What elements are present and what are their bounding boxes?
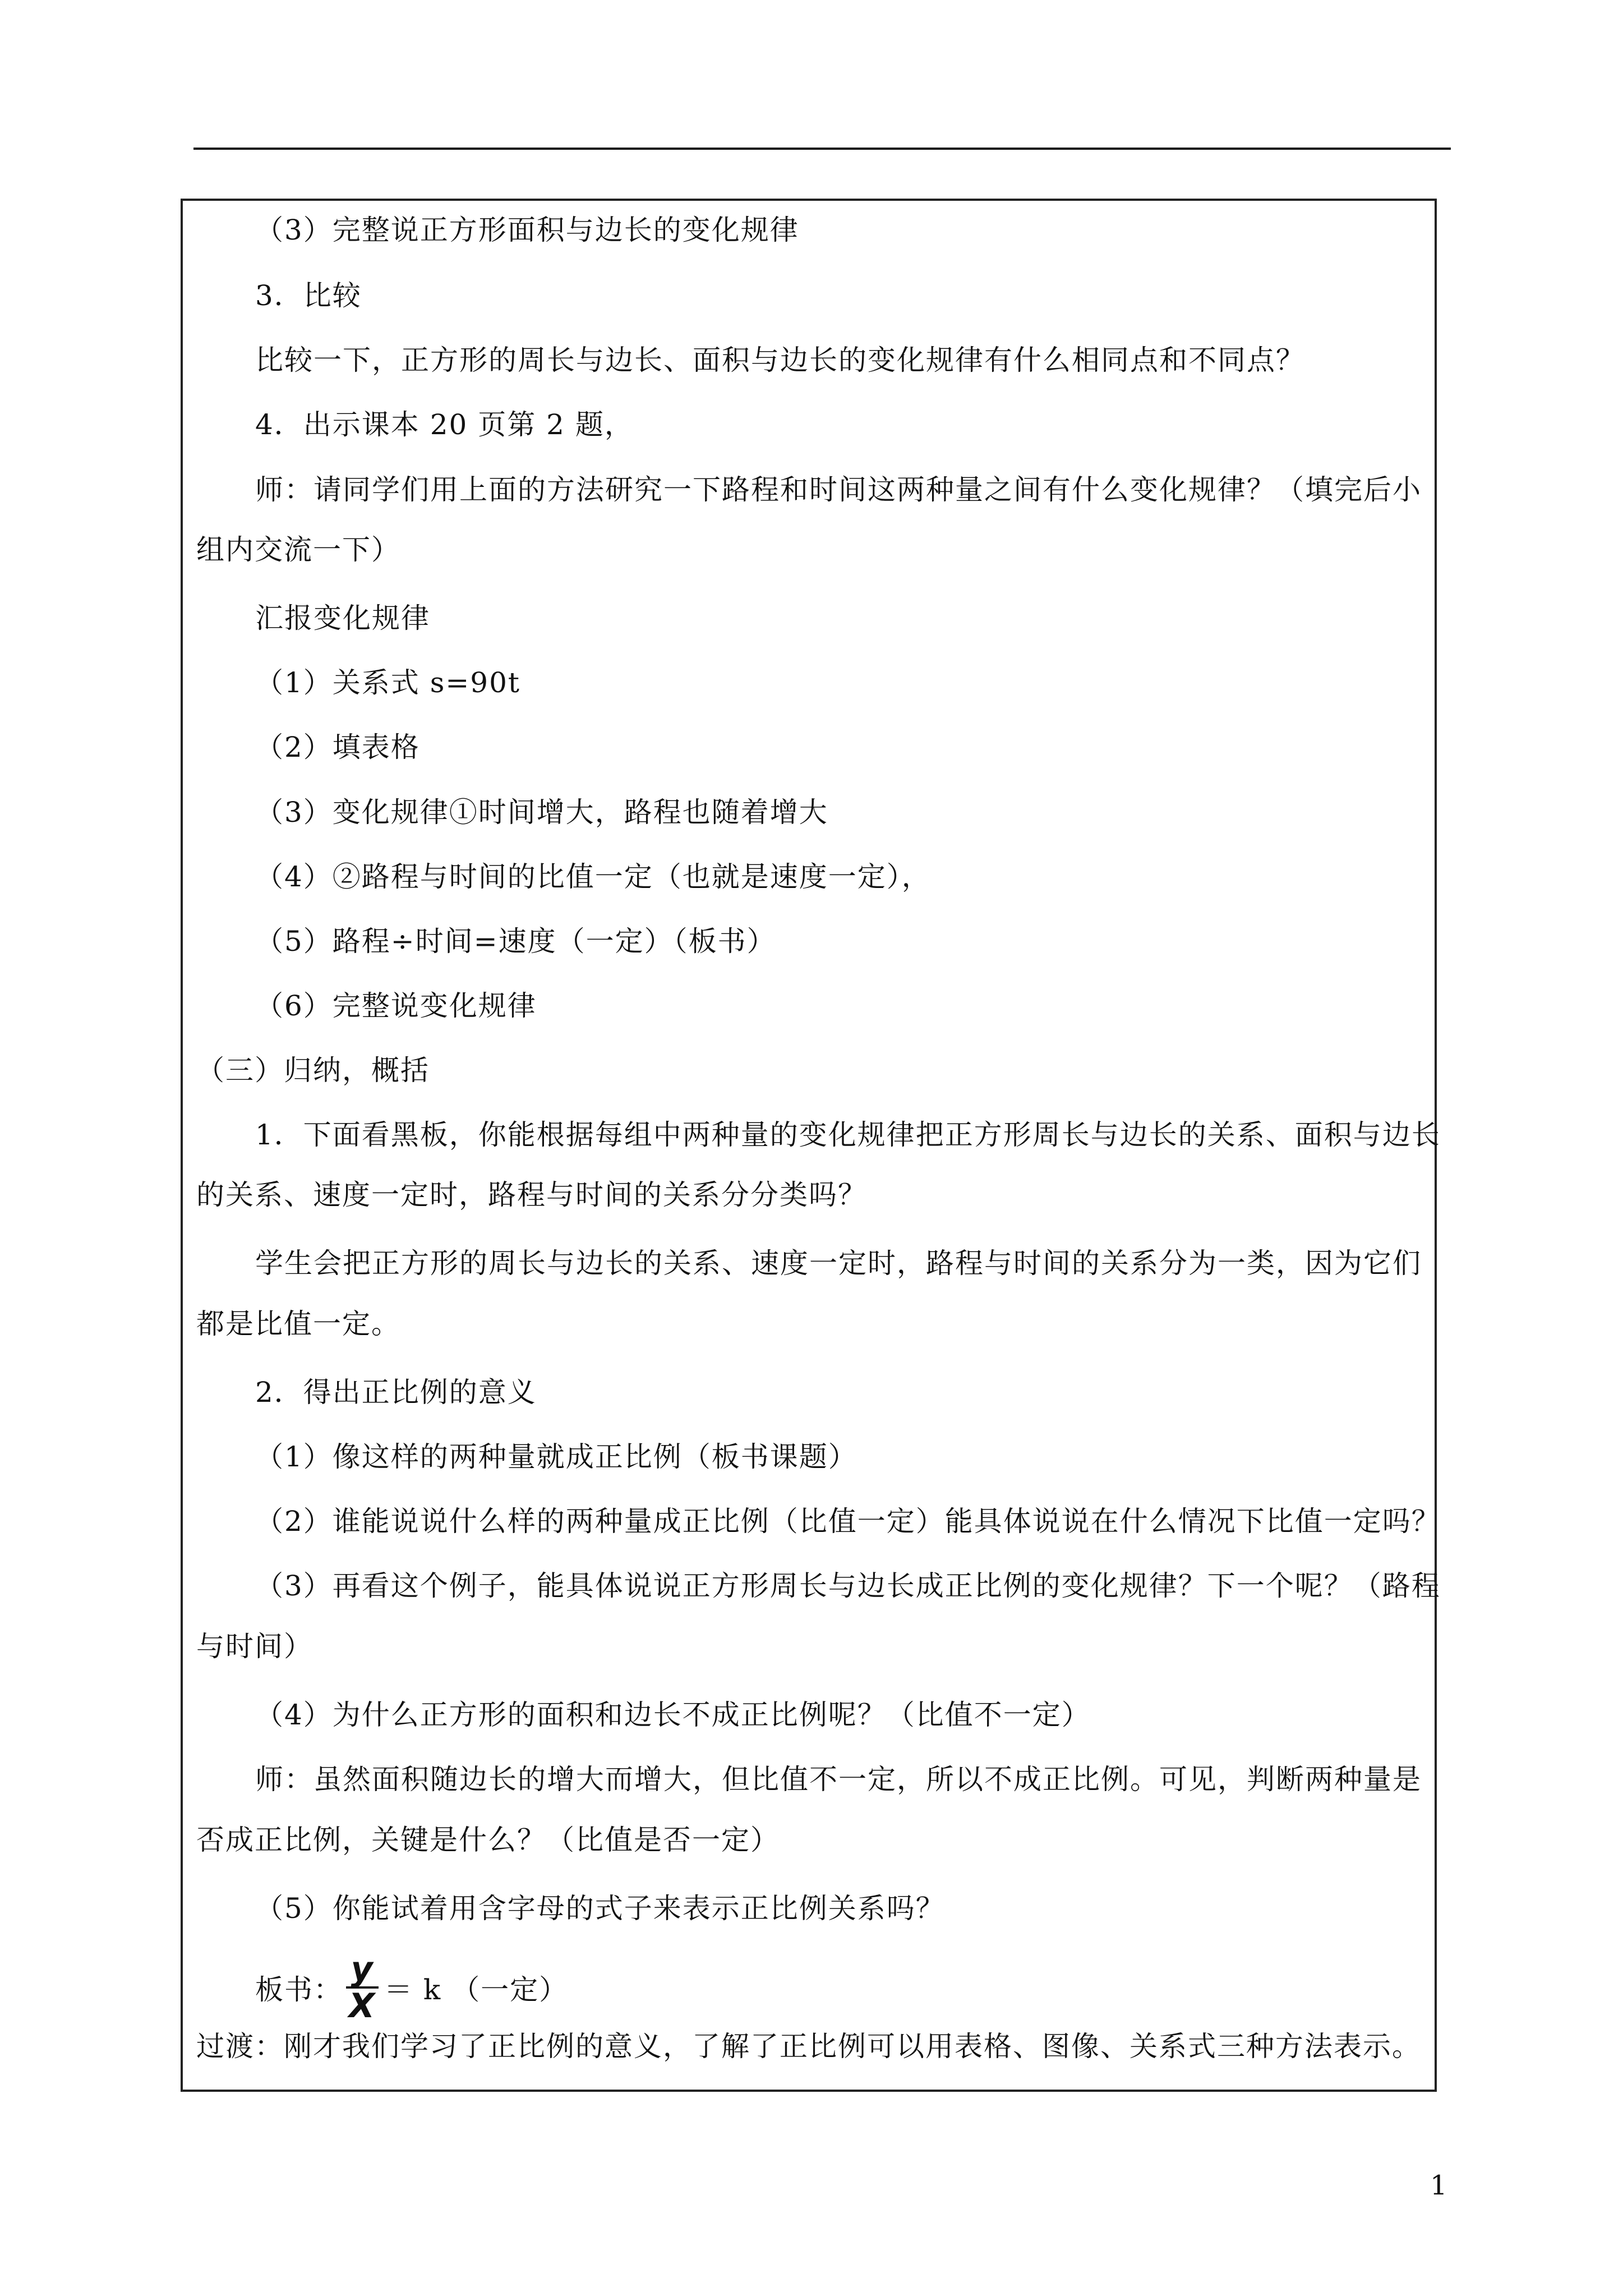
formula-suffix: ＝ k （一定） [384,1973,569,2006]
text-line: （6）完整说变化规律 [255,990,537,1022]
text-line: （3）再看这个例子，能具体说说正方形周长与边长成正比例的变化规律？下一个呢？（路程 [255,1570,1441,1602]
text-line: （1）像这样的两种量就成正比例（板书课题） [255,1441,857,1473]
text-line: 师：虽然面积随边长的增大而增大，但比值不一定，所以不成正比例。可见，判断两种量是 [255,1763,1422,1796]
fraction-denominator: X [348,1986,376,2026]
text-line: 3．比较 [255,279,362,312]
text-line: 与时间） [196,1630,313,1663]
fraction-numerator: y [351,1949,374,1989]
text-line: 都是比值一定。 [196,1308,400,1340]
text-line: 比较一下，正方形的周长与边长、面积与边长的变化规律有什么相同点和不同点？ [255,344,1305,376]
formula-prefix: 板书： [255,1973,343,2006]
header-rule [193,148,1451,150]
text-line: 学生会把正方形的周长与边长的关系、速度一定时，路程与时间的关系分为一类，因为它们 [255,1247,1422,1280]
text-line: 组内交流一下） [196,533,400,566]
page-number: 1 [1430,2170,1447,2201]
text-line: （2）填表格 [255,731,420,763]
text-line: 2．得出正比例的意义 [255,1376,537,1409]
text-line: （3）完整说正方形面积与边长的变化规律 [255,214,799,246]
text-line: 否成正比例，关键是什么？（比值是否一定） [196,1824,780,1856]
text-line: （3）变化规律①时间增大，路程也随着增大 [255,796,828,829]
text-line: （2）谁能说说什么样的两种量成正比例（比值一定）能具体说说在什么情况下比值一定吗？ [255,1505,1441,1538]
text-line: 1．下面看黑板，你能根据每组中两种量的变化规律把正方形周长与边长的关系、面积与边长 [255,1119,1441,1151]
text-line: （4）为什么正方形的面积和边长不成正比例呢？（比值不一定） [255,1699,1091,1731]
text-line: 的关系、速度一定时，路程与时间的关系分分类吗？ [196,1179,867,1211]
text-line: 师：请同学们用上面的方法研究一下路程和时间这两种量之间有什么变化规律？（填完后小 [255,473,1422,506]
text-line: 4．出示课本 20 页第 2 题， [255,408,634,441]
text-line: （5）你能试着用含字母的式子来表示正比例关系吗？ [255,1892,945,1925]
text-line: （5）路程÷时间=速度（一定）（板书） [255,925,776,958]
ratio-fraction [346,1949,379,2026]
closing-line: 过渡：刚才我们学习了正比例的意义，了解了正比例可以用表格、图像、关系式三种方法表示。 [196,2030,1421,2063]
text-line: （4）②路程与时间的比值一定（也就是速度一定）， [255,861,931,893]
text-line: （1）关系式 s=90t [255,666,520,699]
text-line: 汇报变化规律 [255,602,430,634]
formula-line [255,1951,568,2024]
section-heading: （三）归纳，概括 [196,1054,430,1087]
